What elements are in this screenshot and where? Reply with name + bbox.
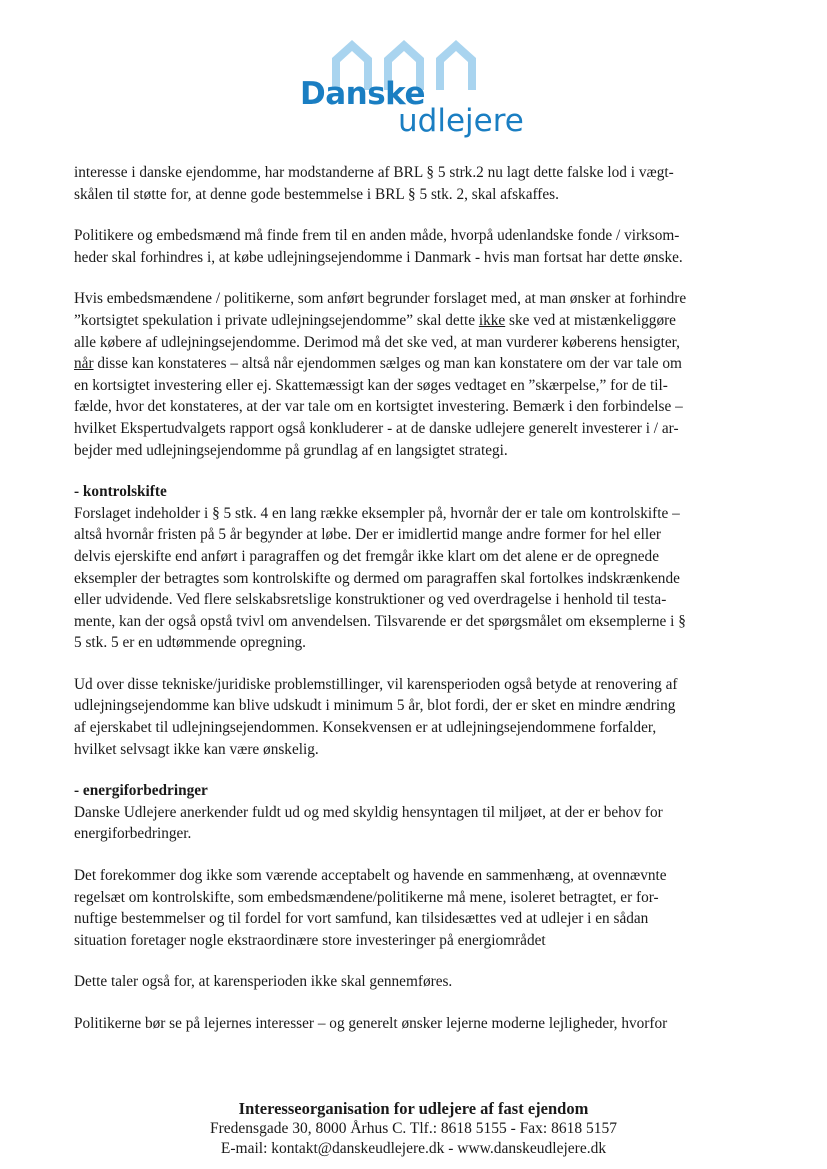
text-segment: ske ved at mistænkeliggøre bbox=[509, 311, 676, 329]
footer-address: Fredensgade 30, 8000 Århus C. Tlf.: 8618 5155 - Fax: 8618 5157 bbox=[210, 1120, 617, 1137]
text-line: nuftige bestemmelser og til fordel for vort samfund, kan tilsidesættes ved at udlejer i en sådan bbox=[74, 910, 649, 928]
text-line: Det forekommer dog ikke som værende acceptabelt og havende en sammenhæng, at ovennævnte bbox=[74, 867, 667, 885]
text-line bbox=[74, 353, 739, 375]
text-line: delvis ejerskifte end anført i paragraffen og det fremgår ikke klart om det alene er de opregnede bbox=[74, 547, 659, 565]
letter-body bbox=[74, 162, 739, 1055]
paragraph-intro bbox=[74, 162, 739, 205]
text-line: Dette taler også for, at karensperioden ikke skal gennemføres. bbox=[74, 973, 453, 991]
paragraph-acceptability bbox=[74, 865, 739, 951]
underlined-word: når bbox=[74, 355, 94, 373]
footer-title: Interesseorganisation for udlejere af fast ejendom bbox=[238, 1099, 589, 1118]
text-line: bejder med udlejningsejendomme på grundlag af en langsigtet strategi. bbox=[74, 441, 508, 459]
text-line: altså hvornår fristen på 5 år begynder at løbe. Der er imidlertid mange andre former for hel eller bbox=[74, 526, 661, 544]
section-heading: - energiforbedringer bbox=[74, 782, 208, 800]
text-line: Danske Udlejere anerkender fuldt ud og med skyldig hensyntagen til miljøet, at der er behov for bbox=[74, 803, 663, 821]
text-line: udlejningsejendomme kan blive udskudt i minimum 5 år, blot fordi, der er sket en mindre ændring bbox=[74, 697, 676, 715]
text-line: interesse i danske ejendomme, har modstanderne af BRL § 5 strk.2 nu lagt dette falske lod i vægt- bbox=[74, 164, 674, 181]
paragraph-karensperiode bbox=[74, 971, 739, 993]
text-line: eller udvidende. Ved flere selskabsretslige konstruktioner og ved overdragelse i henhold til testa- bbox=[74, 591, 667, 609]
text-line: alle købere af udlejningsejendomme. Derimod må det ske ved, at man vurderer køberens hensigter, bbox=[74, 333, 680, 351]
text-line: 5 stk. 5 er en udtømmende opregning. bbox=[74, 634, 306, 652]
text-line: Politikere og embedsmænd må finde frem til en anden måde, hvorpå udenlandske fonde / virksom- bbox=[74, 227, 680, 245]
text-line: Forslaget indeholder i § 5 stk. 4 en lang række eksempler på, hvornår der er tale om kontrolskifte – bbox=[74, 504, 680, 522]
text-line: mente, kan der også opstå tvivl om anvendelsen. Tilsvarende er det spørgsmålet om eksemplerne i § bbox=[74, 612, 686, 630]
text-segment: ”kortsigtet spekulation i private udlejningsejendomme” skal dette bbox=[74, 311, 476, 329]
organization-logo bbox=[300, 36, 540, 144]
text-line: Ud over disse tekniske/juridiske problemstillinger, vil karensperioden også betyde at renovering af bbox=[74, 675, 678, 693]
text-line: skålen til støtte for, at denne gode bestemmelse i BRL § 5 stk. 2, skal afskaffes. bbox=[74, 185, 559, 203]
section-energiforbedringer bbox=[74, 780, 739, 845]
footer-contact: E-mail: kontakt@danskeudlejere.dk - www.danskeudlejere.dk bbox=[220, 1140, 607, 1157]
text-line bbox=[74, 310, 739, 332]
paragraph-speculation bbox=[74, 288, 739, 461]
text-line: heder skal forhindres i, at købe udlejningsejendomme i Danmark - hvis man fortsat har dette ønske. bbox=[74, 248, 683, 266]
text-line: hvilket Ekspertudvalgets rapport også konkluderer - at de danske udlejere generelt investerer i / ar- bbox=[74, 419, 679, 437]
paragraph-tenants bbox=[74, 1013, 739, 1035]
text-line: Hvis embedsmændene / politikerne, som anført begrunder forslaget med, at man ønsker at forhindre bbox=[74, 290, 687, 308]
logo-text-danske: Danske bbox=[300, 76, 425, 112]
text-line: en kortsigtet investering eller ej. Skattemæssigt kan der søges vedtaget en ”skærpelse,” for de til- bbox=[74, 376, 668, 394]
paragraph-politicians bbox=[74, 225, 739, 268]
text-line: eksempler der betragtes som kontrolskifte og dermed om paragraffen skal fortolkes indskrænkende bbox=[74, 569, 680, 587]
letterhead-footer bbox=[0, 1099, 827, 1159]
paragraph-technical-issues bbox=[74, 674, 739, 760]
text-line: energiforbedringer. bbox=[74, 825, 192, 843]
text-segment: disse kan konstateres – altså når ejendommen sælges og man kan konstatere om der var tale om bbox=[97, 355, 682, 373]
text-line: hvilket selvsagt ikke kan være ønskelig. bbox=[74, 740, 319, 758]
section-heading: - kontrolskifte bbox=[74, 483, 167, 501]
section-kontrolskifte bbox=[74, 481, 739, 654]
text-line: situation foretager nogle ekstraordinære store investeringer på energiområdet bbox=[74, 931, 546, 949]
text-line: regelsæt om kontrolskifte, som embedsmændene/politikerne må mene, isoleret betragtet, er for- bbox=[74, 888, 659, 906]
logo-text-udlejere: udlejere bbox=[398, 103, 524, 139]
text-line: fælde, hvor det konstateres, at der var tale om en kortsigtet investering. Bemærk i den forbindelse – bbox=[74, 398, 683, 416]
underlined-word: ikke bbox=[478, 311, 506, 329]
text-line: Politikerne bør se på lejernes interesser – og generelt ønsker lejerne moderne lejligheder, hvorfor bbox=[74, 1015, 668, 1032]
text-line: af ejerskabet til udlejningsejendommen. Konsekvensen er at udlejningsejendommene forfalder, bbox=[74, 719, 657, 737]
